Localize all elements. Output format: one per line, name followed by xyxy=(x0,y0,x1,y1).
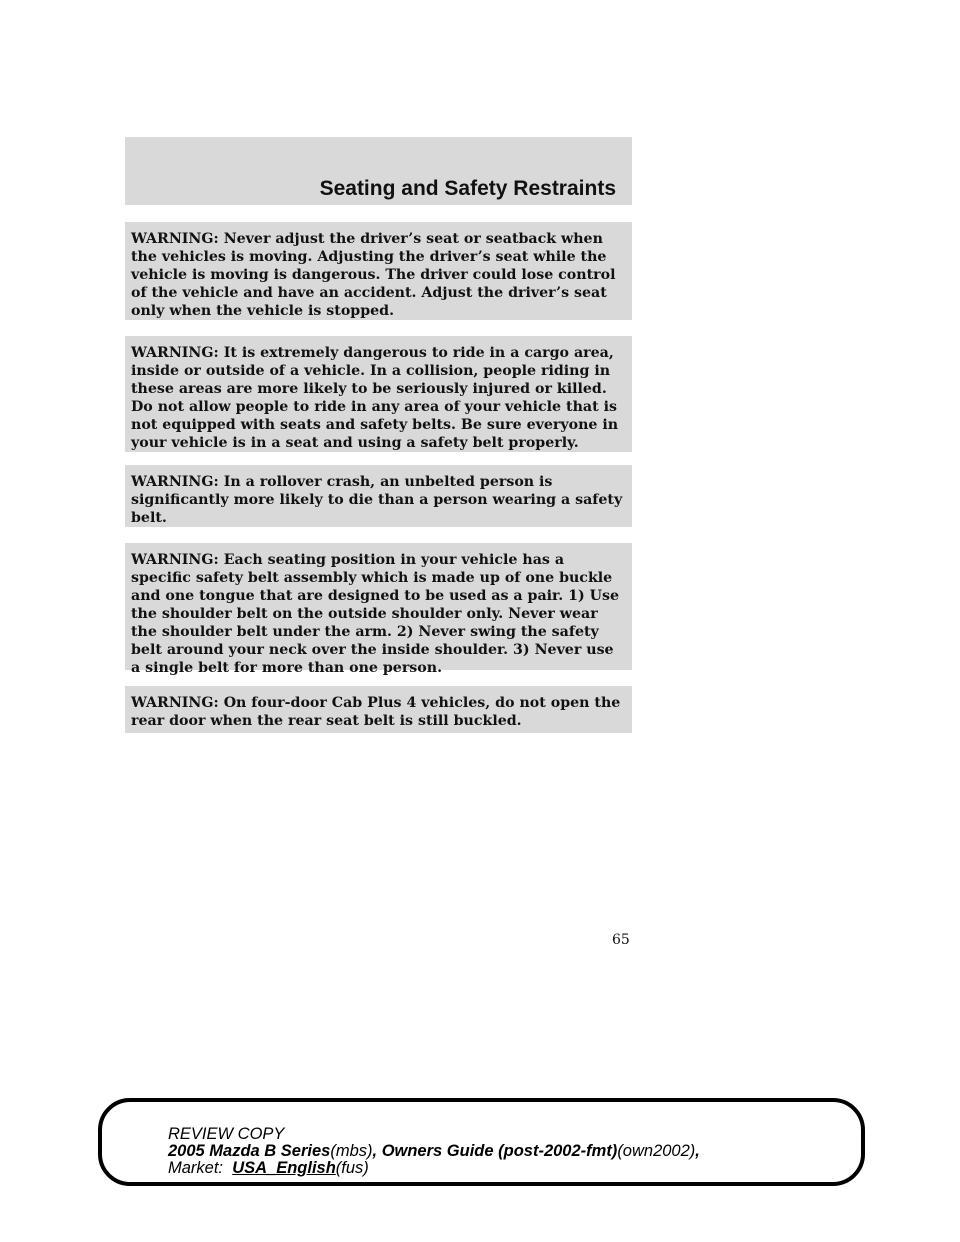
section-title: Seating and Safety Restraints xyxy=(319,177,616,200)
review-copy-text xyxy=(168,1126,700,1177)
document-info-line xyxy=(168,1143,700,1160)
model-code: (mbs) xyxy=(330,1142,373,1160)
warning-box-cargo-area: WARNING: It is extremely dangerous to ride in a cargo area, inside or outside of a vehicle. In a collision, people riding in these areas are more likely to be seriously injured or killed. Do not allow people to ride in any area of your vehicle that is not equipped with seats and safety belts. Be sure everyone in your vehicle is in a seat and using a safety belt properly. xyxy=(125,336,632,452)
warning-box-seating-position: WARNING: Each seating position in your vehicle has a specific safety belt assembly which is made up of one buckle and one tongue that are designed to be used as a pair. 1) Use the shoulder belt on the outside shoulder only. Never wear the shoulder belt under the arm. 2) Never swing the safety belt around your neck over the inside shoulder. 3) Never use a single belt for more than one person. xyxy=(125,543,632,670)
market-value: USA_English xyxy=(232,1159,336,1177)
review-copy-box xyxy=(98,1098,865,1186)
warning-box-seat-adjust: WARNING: Never adjust the driver’s seat or seatback when the vehicles is moving. Adjusting the driver’s seat while the vehicle is moving is dangerous. The driver could lose control of the vehicle and have an accident. Adjust the driver’s seat only when the vehicle is stopped. xyxy=(125,222,632,320)
section-header xyxy=(125,137,632,205)
separator-comma: , xyxy=(695,1142,700,1160)
market-code: (fus) xyxy=(335,1159,369,1177)
model-name: 2005 Mazda B Series xyxy=(168,1142,331,1160)
warning-box-rollover: WARNING: In a rollover crash, an unbelted person is significantly more likely to die than a person wearing a safety belt. xyxy=(125,465,632,527)
page-number: 65 xyxy=(612,932,630,948)
guide-name: Owners Guide (post-2002-fmt) xyxy=(381,1142,618,1160)
review-copy-label: REVIEW COPY xyxy=(168,1125,285,1143)
guide-code: (own2002) xyxy=(617,1142,696,1160)
warning-box-rear-door: WARNING: On four-door Cab Plus 4 vehicles, do not open the rear door when the rear seat belt is still buckled. xyxy=(125,686,632,733)
market-line xyxy=(168,1160,700,1177)
separator: , xyxy=(372,1142,382,1160)
market-label: Market: xyxy=(168,1159,224,1177)
